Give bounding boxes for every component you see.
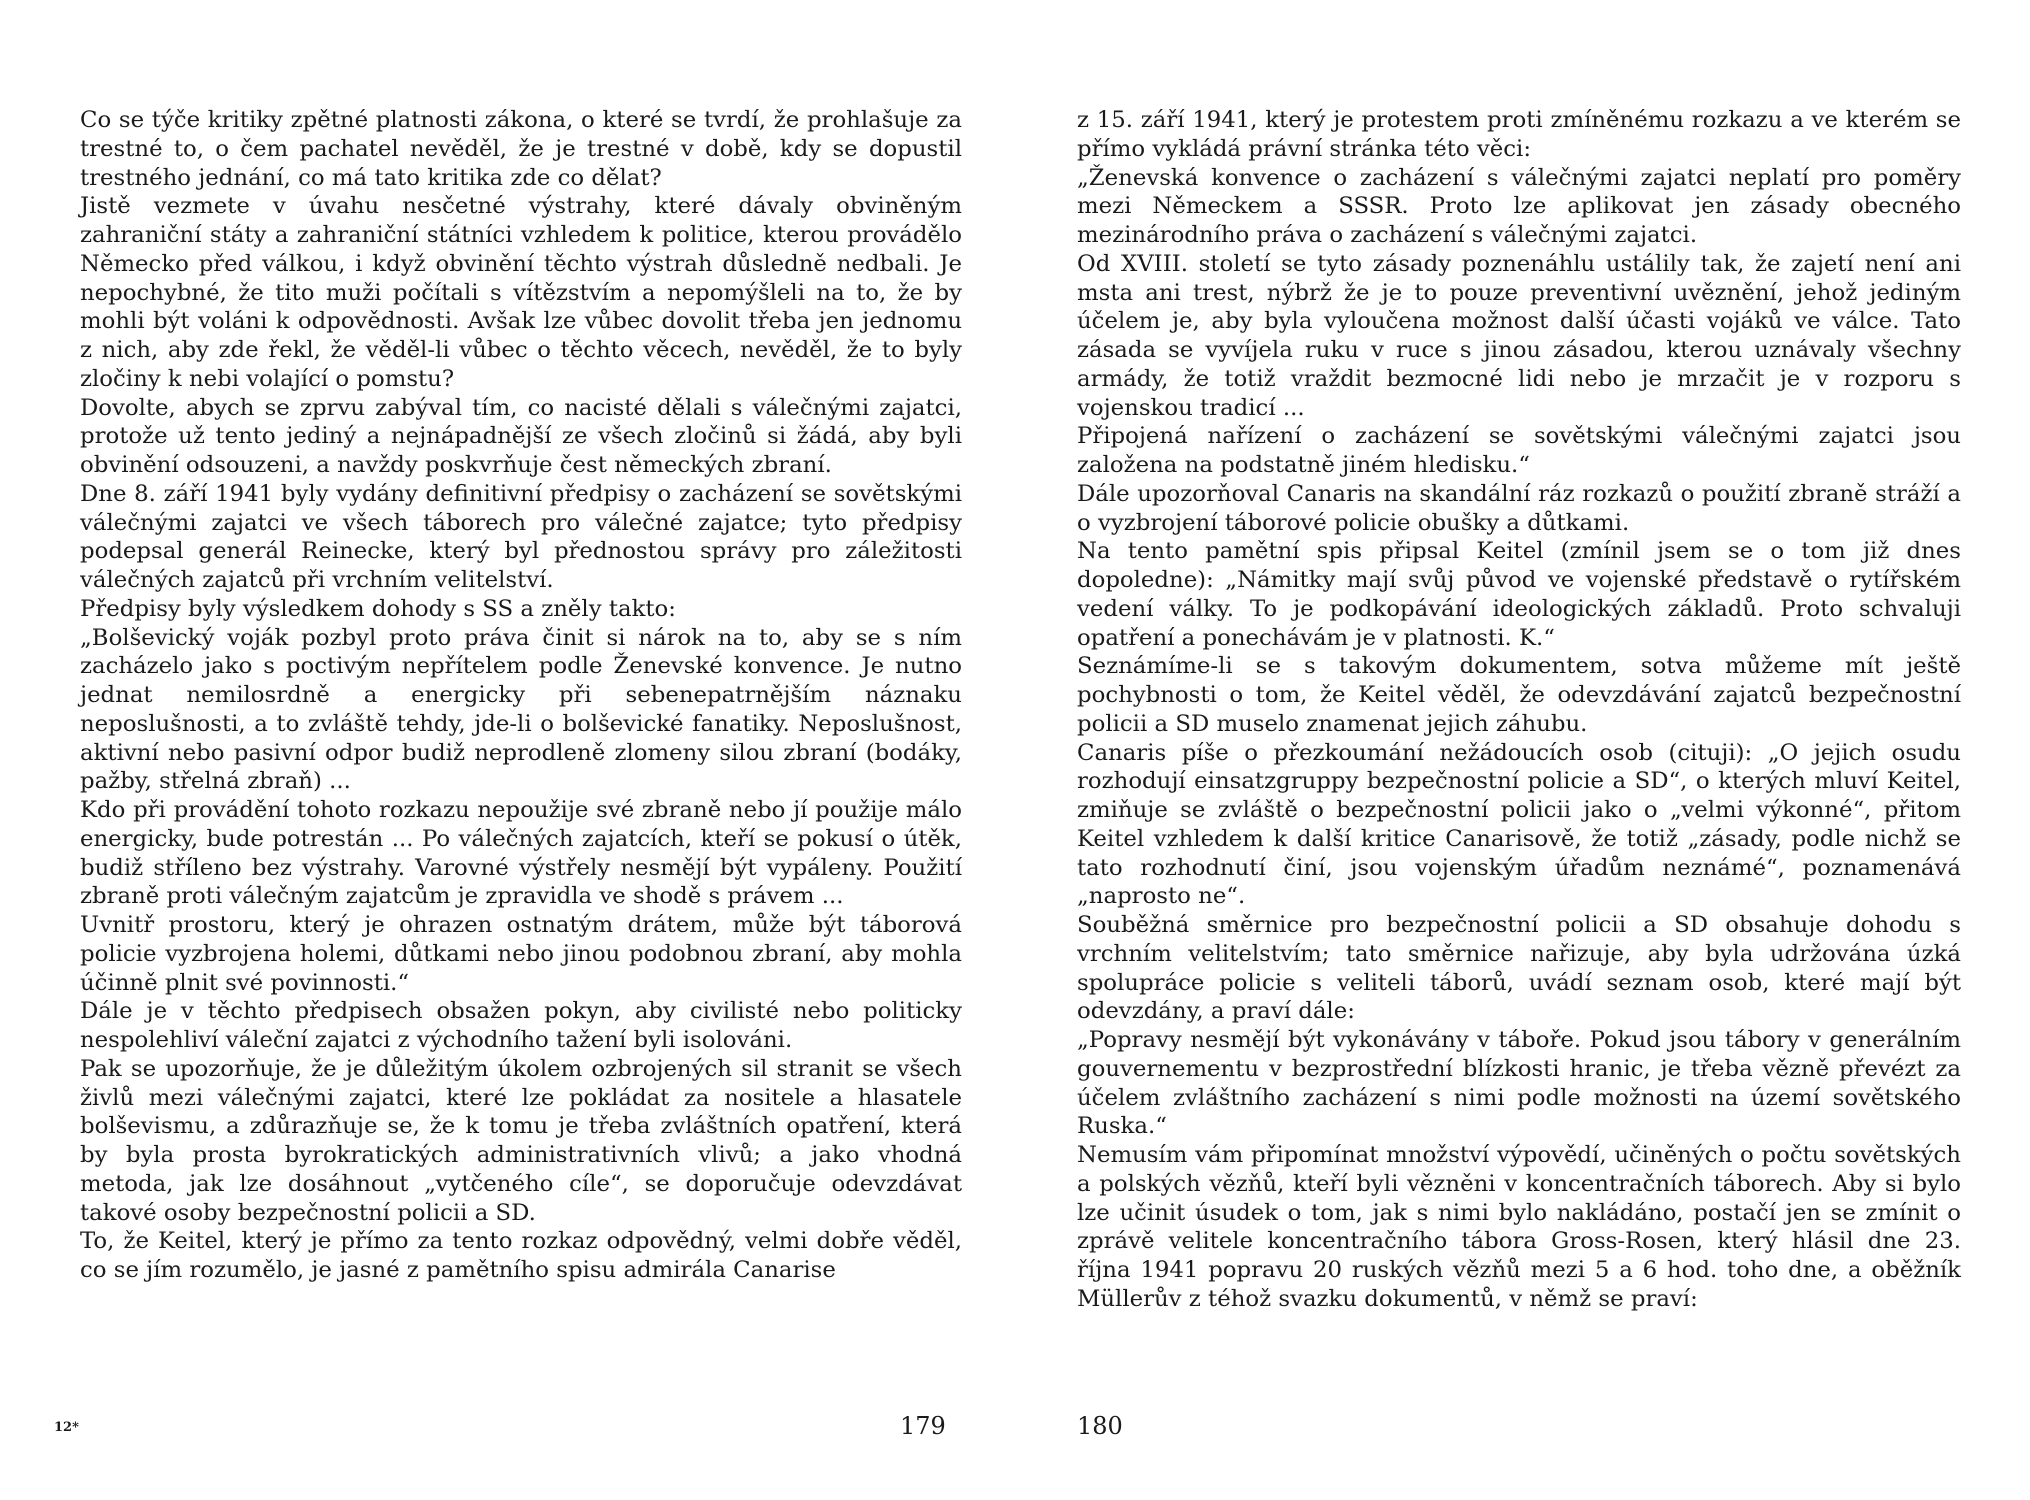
paragraph: Připojená nařízení o zacházení se sovětskými válečnými zajatci jsou založena na podstatně jiném hledisku.“ xyxy=(1077,423,1961,478)
paragraph: Jistě vezmete v úvahu nesčetné výstrahy, které dávaly obviněným zahraniční státy a zahraniční státníci vzhledem k politice, kterou provádělo Německo před válkou, i když obvinění těchto výstrah důsledně nedbali. Je nepochybné, že tito muži počítali s vítězstvím a nepomýšleli na to, že by mohli být voláni k odpovědnosti. Avšak lze vůbec dovolit třeba jen jednomu z nich, aby zde řekl, že věděl-li vůbec o těchto věcech, nevěděl, že to byly zločiny k nebi volající o pomstu? xyxy=(80,193,962,392)
paragraph: z 15. září 1941, který je protestem proti zmíněnému rozkazu a ve kterém se přímo vykládá právní stránka této věci: xyxy=(1077,107,1961,162)
paragraph: Na tento pamětní spis připsal Keitel (zmínil jsem se o tom již dnes dopoledne): „Námitky mají svůj původ ve vojenské představě o rytířském vedení války. To je podkopávání ideologických základů. Proto schvaluji opatření a ponechávám je v platnosti. K.“ xyxy=(1077,538,1961,651)
paragraph: Souběžná směrnice pro bezpečnostní policii a SD obsahuje dohodu s vrchním velitelstvím; tato směrnice nařizuje, aby byla udržována úzká spolupráce policie s veliteli táborů, uvádí seznam osob, které mají být odevzdány, a praví dále: xyxy=(1077,912,1961,1025)
paragraph: To, že Keitel, který je přímo za tento rozkaz odpovědný, velmi dobře věděl, co se jím rozumělo, je jasné z pamětního spisu admirála Canarise xyxy=(80,1228,962,1283)
paragraph: Předpisy byly výsledkem dohody s SS a zněly takto: xyxy=(80,595,676,622)
paragraph: Nemusím vám připomínat množství výpovědí, učiněných o počtu sovětských a polských vězňů, kteří byli vězněni v koncentračních táborech. Aby si bylo lze učinit úsudek o tom, jak s nimi bylo nakládáno, postačí jen se zmínit o zprávě velitele koncentračního tábora Gross-Rosen, který hlásil dne 23. října 1941 popravu 20 ruských vězňů mezi 5 a 6 hod. toho dne, a oběžník Müllerův z téhož svazku dokumentů, v němž se praví: xyxy=(1077,1142,1961,1312)
paragraph: Dále upozorňoval Canaris na skandální ráz rozkazů o použití zbraně stráží a o vyzbrojení táborové policie obušky a důtkami. xyxy=(1077,480,1961,536)
paragraph: Dovolte, abych se zprvu zabýval tím, co nacisté dělali s válečnými zajatci, protože už tento jediný a nejnápadnější ze všech zločinů si žádá, aby byli obvinění odsouzeni, a navždy poskvrňuje čest německých zbraní. xyxy=(80,394,962,478)
left-page-text xyxy=(80,106,962,1285)
paragraph: „Ženevská konvence o zacházení s válečnými zajatci neplatí pro poměry mezi Německem a SSSR. Proto lze aplikovat jen zásady obecného mezinárodního práva o zacházení s válečnými zajatci. xyxy=(1077,164,1961,248)
page-number-right: 180 xyxy=(1077,1412,1123,1440)
paragraph: Dále je v těchto předpisech obsažen pokyn, aby civilisté nebo politicky nespolehliví váleční zajatci z východního tažení byli isolováni. xyxy=(80,998,962,1053)
page-number-left: 179 xyxy=(900,1412,946,1440)
paragraph: Uvnitř prostoru, který je ohrazen ostnatým drátem, může být táborová policie vyzbrojena holemi, důtkami nebo jinou podobnou zbraní, aby mohla účinně plnit své povinnosti.“ xyxy=(80,912,962,996)
paragraph: Dne 8. září 1941 byly vydány definitivní předpisy o zacházení se sovětskými válečnými zajatci ve všech táborech pro válečné zajatce; tyto předpisy podepsal generál Reinecke, který byl přednostou správy pro záležitosti válečných zajatců při vrchním velitelství. xyxy=(80,480,962,593)
right-page-text xyxy=(1077,106,1961,1314)
paragraph: Canaris píše o přezkoumání nežádoucích osob (cituji): „O jejich osudu rozhodují einsatzgruppy bezpečnostní policie a SD“, o kterých mluví Keitel, zmiňuje se zvláště o bezpečnostní policii jako o „velmi výkonné“, přitom Keitel vzhledem k další kritice Canarisově, že totiž „zásady, podle nichž se tato rozhodnutí činí, jsou vojenským úřadům neznámé“, poznamenává „naprosto ne“. xyxy=(1077,739,1961,910)
paragraph: Seznámíme-li se s takovým dokumentem, sotva můžeme mít ještě pochybnosti o tom, že Keitel věděl, že odevzdávání zajatců bezpečnostní policii a SD muselo znamenat jejich záhubu. xyxy=(1077,653,1961,737)
paragraph: „Popravy nesmějí být vykonávány v táboře. Pokud jsou tábory v generálním gouvernementu v bezprostřední blízkosti hranic, je třeba vězně převézt za účelem zvláštního zacházení s nimi podle možnosti na území sovětského Ruska.“ xyxy=(1077,1027,1961,1140)
paragraph: Pak se upozorňuje, že je důležitým úkolem ozbrojených sil stranit se všech živlů mezi válečnými zajatci, které lze pokládat za nositele a hlasatele bolševismu, a zdůrazňuje se, že k tomu je třeba zvláštních opatření, která by byla prosta byrokratických administrativních vlivů; a jako vhodná metoda, jak lze dosáhnout „vytčeného cíle“, se doporučuje odevzdávat takové osoby bezpečnostní policii a SD. xyxy=(80,1055,962,1226)
paragraph: Co se týče kritiky zpětné platnosti zákona, o které se tvrdí, že prohlašuje za trestné to, o čem pachatel nevěděl, že je trestné v době, kdy se dopustil trestného jednání, co má tato kritika zde co dělat? xyxy=(80,107,962,191)
right-page xyxy=(1015,0,2030,1500)
paragraph: Kdo při provádění tohoto rozkazu nepoužije své zbraně nebo jí použije málo energicky, bude potrestán ... Po válečných zajatcích, kteří se pokusí o útěk, budiž stříleno bez výstrahy. Varovné výstřely nesmějí být vypáleny. Použití zbraně proti válečným zajatcům je zpravidla ve shodě s právem ... xyxy=(80,797,962,910)
paragraph: Od XVIII. století se tyto zásady poznenáhlu ustálily tak, že zajetí není ani msta ani trest, nýbrž že je to pouze preventivní uvěznění, jehož jediným účelem je, aby byla vyloučena možnost další účasti vojáků ve válce. Tato zásada se vyvíjela ruku v ruce s jinou zásadou, kterou uznávaly všechny armády, že totiž vraždit bezmocné lidi nebo je mrzačit je v rozporu s vojenskou tradicí ... xyxy=(1077,250,1961,421)
paragraph: „Bolševický voják pozbyl proto práva činit si nárok na to, aby se s ním zacházelo jako s poctivým nepřítelem podle Ženevské konvence. Je nutno jednat nemilosrdně a energicky při sebenepatrnějším náznaku neposlušnosti, a to zvláště tehdy, jde-li o bolševické fanatiky. Neposlušnost, aktivní nebo pasivní odpor budiž neprodleně zlomeny silou zbraní (bodáky, pažby, střelná zbraň) ... xyxy=(80,624,962,795)
signature-mark: 12* xyxy=(54,1420,79,1435)
